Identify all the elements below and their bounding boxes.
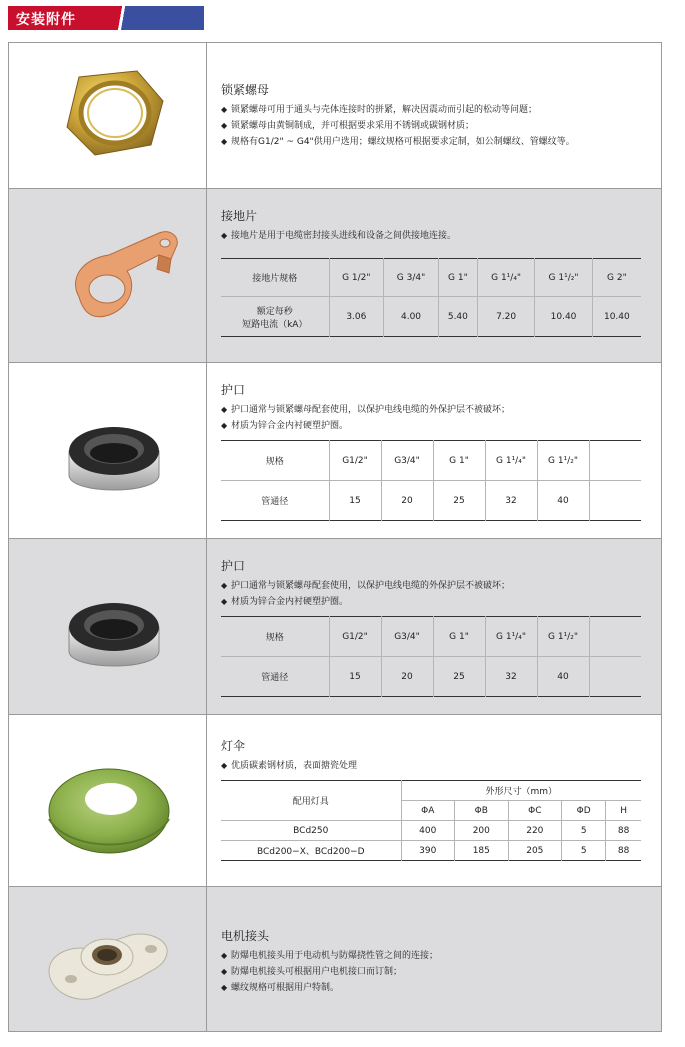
grounding-lug-image-cell	[9, 189, 207, 362]
lock-nut-text	[221, 81, 649, 150]
item-row-motor-connector	[9, 887, 661, 1031]
diamond-icon: ◆	[221, 581, 228, 590]
diamond-icon: ◆	[221, 951, 228, 960]
motor-connector-image-cell	[9, 887, 207, 1031]
lamp-shade-image-cell	[9, 715, 207, 886]
item-row-bushing-1	[9, 363, 661, 539]
value-cell: 220	[508, 821, 562, 841]
table-header: 接地片规格	[252, 274, 298, 284]
value-cell: 88	[606, 841, 641, 861]
bullet: ◆ 优质碳素钢材质，表面搪瓷处理	[221, 758, 649, 774]
header-stripe	[112, 6, 204, 30]
bushing-image-cell	[9, 363, 207, 538]
accessories-sheet	[8, 42, 662, 1032]
value-cell: 25	[433, 481, 485, 521]
value-cell: 5.40	[438, 297, 477, 337]
spec-cell: G 1¹/₄"	[485, 617, 537, 657]
value-cell: 32	[485, 657, 537, 697]
spec-cell: G3/4"	[381, 617, 433, 657]
section-header	[8, 6, 204, 30]
table-header: 规格	[265, 457, 284, 467]
lamp-shade-image	[9, 715, 207, 887]
motor-connector-image	[9, 887, 207, 1031]
bushing-table	[221, 440, 641, 521]
lamp-cell: BCd200−X、BCd200−D	[256, 847, 365, 857]
lamp-cell: BCd250	[293, 825, 329, 836]
value-cell: 200	[455, 821, 509, 841]
spec-cell: G 3/4"	[384, 259, 439, 297]
lock-nut-image-cell	[9, 43, 207, 188]
value-cell: 5	[562, 841, 606, 861]
value-cell: 7.20	[477, 297, 534, 337]
bullet: ◆ 规格有G1/2" ~ G4"供用户选用；螺纹规格可根据要求定制，如公制螺纹、管螺纹等。	[221, 134, 649, 150]
spec-cell: G 1¹/₂"	[537, 617, 589, 657]
spec-cell: G 1/2"	[329, 259, 384, 297]
bullet: ◆ 螺纹规格可根据用户特制。	[221, 980, 649, 996]
bushing-image	[9, 539, 207, 715]
dim-header: ΦB	[455, 801, 509, 821]
item-row-bushing-2	[9, 539, 661, 715]
value-cell: 5	[562, 821, 606, 841]
spec-cell: G1/2"	[329, 441, 381, 481]
motor-connector-text	[221, 927, 649, 996]
item-name: 锁紧螺母	[221, 83, 270, 97]
value-cell: 400	[401, 821, 455, 841]
table-header: 配用灯具	[221, 781, 401, 821]
lamp-shade-text	[221, 737, 649, 861]
diamond-icon: ◆	[221, 597, 228, 606]
blank-cell	[589, 657, 641, 697]
section-title: 安装附件	[16, 12, 76, 28]
value-cell: 185	[455, 841, 509, 861]
diamond-icon: ◆	[221, 983, 228, 992]
item-name: 护口	[221, 559, 246, 573]
value-cell: 88	[606, 821, 641, 841]
bushing-text	[221, 557, 649, 697]
value-cell: 32	[485, 481, 537, 521]
bullet: ◆ 接地片是用于电缆密封接头进线和设备之间供接地连接。	[221, 228, 649, 244]
value-cell: 40	[537, 481, 589, 521]
spec-cell: G 1¹/₄"	[477, 259, 534, 297]
value-cell: 15	[329, 657, 381, 697]
diamond-icon: ◆	[221, 121, 228, 130]
value-cell: 4.00	[384, 297, 439, 337]
grounding-lug-text	[221, 207, 649, 337]
blank-cell	[589, 617, 641, 657]
bushing-text	[221, 381, 649, 521]
spec-cell: G3/4"	[381, 441, 433, 481]
value-cell: 40	[537, 657, 589, 697]
spec-cell: G 1¹/₄"	[485, 441, 537, 481]
value-cell: 10.40	[592, 297, 641, 337]
diamond-icon: ◆	[221, 231, 228, 240]
value-cell: 15	[329, 481, 381, 521]
bushing-image	[9, 363, 207, 539]
spec-cell: G 1¹/₂"	[537, 441, 589, 481]
item-name: 灯伞	[221, 739, 246, 753]
diamond-icon: ◆	[221, 421, 228, 430]
dim-header: ΦD	[562, 801, 606, 821]
value-cell: 10.40	[535, 297, 592, 337]
blank-cell	[589, 481, 641, 521]
item-name: 接地片	[221, 209, 258, 223]
bullet: ◆ 护口通常与锁紧螺母配套使用，以保护电线电缆的外保护层不被破坏；	[221, 402, 649, 418]
spec-cell: G1/2"	[329, 617, 381, 657]
value-cell: 25	[433, 657, 485, 697]
table-header: 额定每秒 短路电流（kA）	[242, 306, 308, 330]
diamond-icon: ◆	[221, 137, 228, 146]
diamond-icon: ◆	[221, 761, 228, 770]
bullet: ◆ 材质为锌合金内衬硬塑护圈。	[221, 594, 649, 610]
dim-header: H	[606, 801, 641, 821]
spec-cell: G 1"	[438, 259, 477, 297]
value-cell: 205	[508, 841, 562, 861]
spec-cell: G 1"	[433, 617, 485, 657]
value-cell: 20	[381, 657, 433, 697]
table-header: 管通径	[261, 673, 289, 683]
spec-cell: G 2"	[592, 259, 641, 297]
item-name: 电机接头	[221, 929, 270, 943]
item-name: 护口	[221, 383, 246, 397]
bullet: ◆ 锁紧螺母由黄铜制成，并可根据要求采用不锈钢或碳钢材质；	[221, 118, 649, 134]
diamond-icon: ◆	[221, 967, 228, 976]
table-group-header: 外形尺寸（mm）	[401, 781, 641, 801]
bullet: ◆ 防爆电机接头用于电动机与防爆挠性管之间的连接；	[221, 948, 649, 964]
table-header: 规格	[265, 633, 284, 643]
bullet: ◆ 材质为锌合金内衬硬塑护圈。	[221, 418, 649, 434]
item-row-grounding-lug	[9, 189, 661, 363]
value-cell: 390	[401, 841, 455, 861]
bullet: ◆ 锁紧螺母可用于通头与壳体连接时的拼紧，解决因震动而引起的松动等问题；	[221, 102, 649, 118]
lock-nut-image	[9, 43, 207, 189]
grounding-lug-table	[221, 258, 641, 337]
spec-cell: G 1¹/₂"	[535, 259, 592, 297]
grounding-lug-image	[9, 189, 207, 363]
bushing-image-cell	[9, 539, 207, 714]
bushing-table	[221, 616, 641, 697]
table-header: 管通径	[261, 497, 289, 507]
bullet: ◆ 护口通常与锁紧螺母配套使用，以保护电线电缆的外保护层不被破坏；	[221, 578, 649, 594]
lamp-shade-table	[221, 780, 641, 861]
dim-header: ΦA	[401, 801, 455, 821]
value-cell: 3.06	[329, 297, 384, 337]
bullet: ◆ 防爆电机接头可根据用户电机接口而订制；	[221, 964, 649, 980]
value-cell: 20	[381, 481, 433, 521]
item-row-lock-nut	[9, 43, 661, 189]
blank-cell	[589, 441, 641, 481]
item-row-lamp-shade	[9, 715, 661, 887]
dim-header: ΦC	[508, 801, 562, 821]
diamond-icon: ◆	[221, 105, 228, 114]
spec-cell: G 1"	[433, 441, 485, 481]
diamond-icon: ◆	[221, 405, 228, 414]
